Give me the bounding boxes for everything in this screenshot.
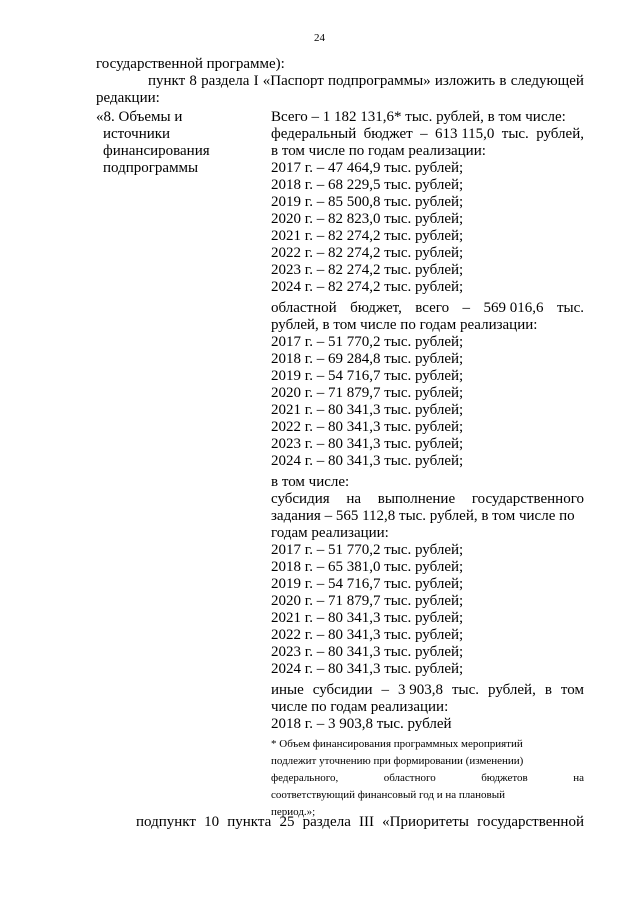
- word: 10: [204, 814, 220, 830]
- word: 8: [189, 73, 197, 89]
- year-amount-line: 2022 г. – 80 341,3 тыс. рублей;: [271, 419, 464, 435]
- year-amount-line: 2017 г. – 51 770,2 тыс. рублей;: [271, 542, 464, 558]
- word: в: [544, 682, 552, 698]
- year-amount-line: 2024 г. – 82 274,2 тыс. рублей;: [271, 279, 464, 295]
- year-amount-line: 2018 г. – 65 381,0 тыс. рублей;: [271, 559, 464, 575]
- word: в: [499, 73, 507, 89]
- closing-line: [136, 814, 584, 831]
- word: тыс.: [501, 126, 529, 142]
- year-amount-line: 2020 г. – 71 879,7 тыс. рублей;: [271, 385, 464, 401]
- including-line: в том числе:: [271, 474, 350, 490]
- intro-line-2: [148, 73, 584, 90]
- label-line: финансирования: [103, 143, 210, 159]
- other-line-2: числе по годам реализации:: [271, 699, 449, 715]
- word: –: [420, 126, 428, 142]
- label-line: источники: [103, 126, 171, 142]
- word: раздела: [201, 73, 250, 89]
- year-amount-line: 2021 г. – 82 274,2 тыс. рублей;: [271, 228, 464, 244]
- word: пункта: [227, 814, 272, 830]
- footnote-line: соответствующий финансовый год и на плановый: [271, 789, 506, 801]
- year-amount-line: 2022 г. – 82 274,2 тыс. рублей;: [271, 245, 464, 261]
- word: изложить: [434, 73, 496, 89]
- word: субсидии: [312, 682, 373, 698]
- federal-line-1: [271, 126, 584, 143]
- year-amount-line: 2017 г. – 51 770,2 тыс. рублей;: [271, 334, 464, 350]
- year-amount-line: 2020 г. – 82 823,0 тыс. рублей;: [271, 211, 464, 227]
- word: III: [359, 814, 375, 830]
- word: государственной: [477, 814, 584, 830]
- word: бюджет,: [350, 300, 402, 316]
- word: «Приоритеты: [382, 814, 469, 830]
- label-line: «8. Объемы и: [96, 109, 183, 125]
- word: следующей: [510, 73, 584, 89]
- year-amount-line: 2019 г. – 54 716,7 тыс. рублей;: [271, 368, 464, 384]
- year-amount-line: 2018 г. – 68 229,5 тыс. рублей;: [271, 177, 464, 193]
- year-amount-line: 2022 г. – 80 341,3 тыс. рублей;: [271, 627, 464, 643]
- year-amount-line: 2021 г. – 80 341,3 тыс. рублей;: [271, 402, 464, 418]
- word: подпункт: [136, 814, 196, 830]
- footnote-line: * Объем финансирования программных мероприятий: [271, 738, 523, 750]
- word: бюджетов: [481, 772, 528, 784]
- word: тыс.: [452, 682, 480, 698]
- label-line: подпрограммы: [103, 160, 199, 176]
- footnote: [271, 736, 584, 821]
- word: на: [573, 772, 584, 784]
- regional-line-1: [271, 300, 584, 317]
- year-amount-line: 2024 г. – 80 341,3 тыс. рублей;: [271, 453, 464, 469]
- year-amount-line: 2020 г. – 71 879,7 тыс. рублей;: [271, 593, 464, 609]
- page-number: 24: [314, 32, 325, 44]
- word: выполнение: [377, 491, 456, 507]
- year-amount-line: 2023 г. – 80 341,3 тыс. рублей;: [271, 644, 464, 660]
- word: 25: [279, 814, 295, 830]
- word: –: [462, 300, 471, 316]
- subsidy-line-3: годам реализации:: [271, 525, 389, 541]
- word: рублей,: [488, 682, 536, 698]
- word: областного: [383, 772, 436, 784]
- subsidy-line-1: [271, 491, 584, 508]
- word: государственного: [471, 491, 584, 507]
- word: рублей,: [536, 126, 584, 142]
- footnote-line: [271, 770, 584, 787]
- word: тыс.: [556, 300, 584, 316]
- footnote-line: подлежит уточнению при формировании (изменении): [271, 755, 524, 767]
- word: 613 115,0: [434, 126, 495, 142]
- regional-line-2: рублей, в том числе по годам реализации:: [271, 317, 538, 333]
- footnote-line: период.»;: [271, 806, 316, 818]
- other-line-1: [271, 682, 584, 699]
- total-line: Всего – 1 182 131,6* тыс. рублей, в том числе:: [271, 109, 566, 125]
- word: I: [253, 73, 259, 89]
- year-amount-line: 2023 г. – 80 341,3 тыс. рублей;: [271, 436, 464, 452]
- word: «Паспорт: [262, 73, 324, 89]
- word: субсидия: [271, 491, 330, 507]
- word: пункт: [148, 73, 186, 89]
- intro-line-3: редакции:: [96, 90, 160, 106]
- federal-line-2: в том числе по годам реализации:: [271, 143, 486, 159]
- other-year-line: 2018 г. – 3 903,8 тыс. рублей: [271, 716, 452, 732]
- year-amount-line: 2017 г. – 47 464,9 тыс. рублей;: [271, 160, 464, 176]
- word: раздела: [302, 814, 351, 830]
- word: федерального,: [271, 772, 339, 784]
- word: 3 903,8: [398, 682, 444, 698]
- word: подпрограммы»: [328, 73, 431, 89]
- intro-line-1: государственной программе):: [96, 56, 285, 72]
- word: областной: [271, 300, 337, 316]
- subsidy-line-2: задания – 565 112,8 тыс. рублей, в том числе по: [271, 508, 575, 524]
- word: на: [346, 491, 362, 507]
- word: том: [560, 682, 584, 698]
- word: всего: [415, 300, 450, 316]
- year-amount-line: 2018 г. – 69 284,8 тыс. рублей;: [271, 351, 464, 367]
- word: –: [381, 682, 390, 698]
- year-amount-line: 2019 г. – 54 716,7 тыс. рублей;: [271, 576, 464, 592]
- year-amount-line: 2023 г. – 82 274,2 тыс. рублей;: [271, 262, 464, 278]
- word: бюджет: [363, 126, 413, 142]
- year-amount-line: 2024 г. – 80 341,3 тыс. рублей;: [271, 661, 464, 677]
- word: иные: [271, 682, 304, 698]
- word: 569 016,6: [483, 300, 544, 316]
- year-amount-line: 2021 г. – 80 341,3 тыс. рублей;: [271, 610, 464, 626]
- year-amount-line: 2019 г. – 85 500,8 тыс. рублей;: [271, 194, 464, 210]
- word: федеральный: [271, 126, 357, 142]
